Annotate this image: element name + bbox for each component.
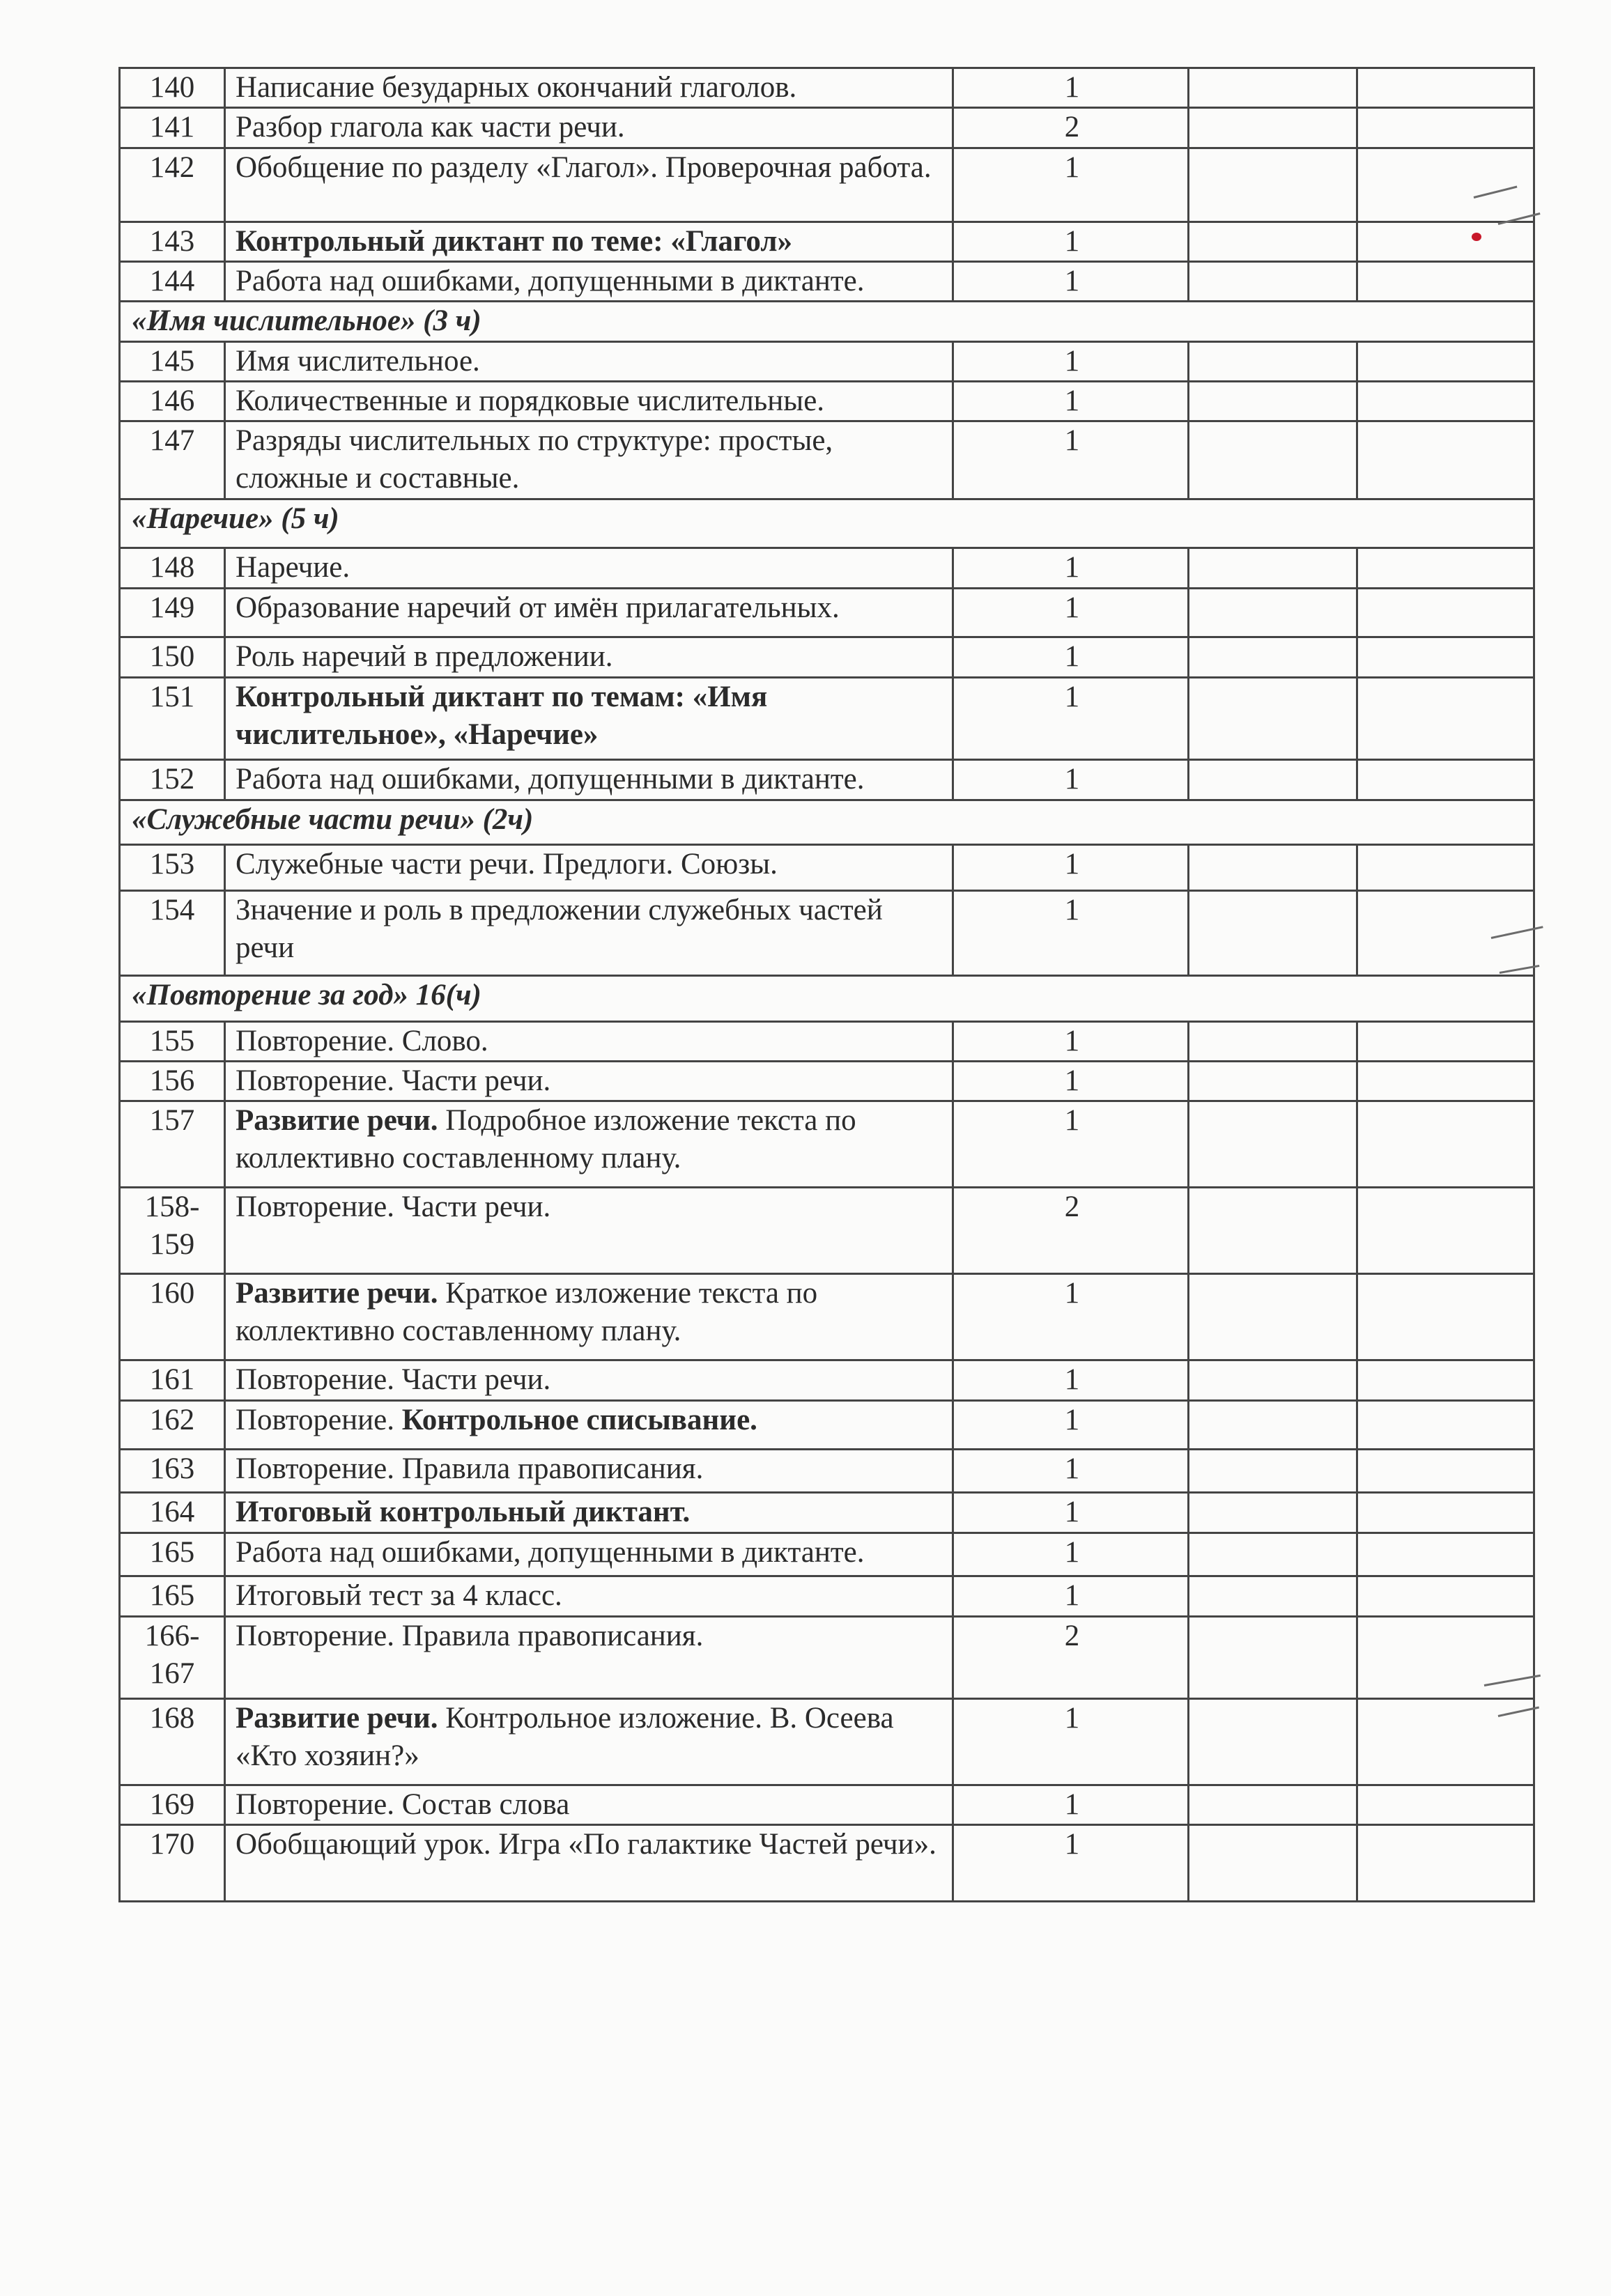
plan-date-cell xyxy=(1189,421,1357,499)
plan-date-cell xyxy=(1189,845,1357,891)
lesson-row xyxy=(120,548,1534,589)
lesson-row xyxy=(120,1401,1534,1450)
lesson-row xyxy=(120,589,1534,637)
fact-date-cell xyxy=(1357,1062,1534,1101)
lesson-row xyxy=(120,1062,1534,1101)
plan-date-cell xyxy=(1189,1699,1357,1785)
lesson-topic xyxy=(225,760,953,800)
plan-date-cell xyxy=(1189,108,1357,148)
lesson-topic xyxy=(225,891,953,976)
fact-date-cell xyxy=(1357,382,1534,421)
plan-date-cell xyxy=(1189,548,1357,589)
lesson-number: 161 xyxy=(120,1360,225,1401)
lesson-row xyxy=(120,421,1534,499)
lesson-hours: 1 xyxy=(953,382,1189,421)
lesson-number: 164 xyxy=(120,1493,225,1533)
lesson-topic xyxy=(225,1825,953,1902)
lesson-number: 170 xyxy=(120,1825,225,1902)
lesson-row xyxy=(120,68,1534,108)
plan-date-cell xyxy=(1189,1360,1357,1401)
fact-date-cell xyxy=(1357,1533,1534,1576)
plan-date-cell xyxy=(1189,1617,1357,1699)
fact-date-cell xyxy=(1357,1699,1534,1785)
section-title: «Наречие» (5 ч) xyxy=(120,499,1534,548)
lesson-topic xyxy=(225,678,953,760)
lesson-row xyxy=(120,108,1534,148)
fact-date-cell xyxy=(1357,1450,1534,1493)
section-title: «Служебные части речи» (2ч) xyxy=(120,800,1534,845)
lesson-hours: 1 xyxy=(953,1274,1189,1360)
lesson-topic-text: Подробное изложение текста по коллективно составленному плану. xyxy=(236,1104,856,1174)
lesson-topic-text: Разбор глагола как части речи. xyxy=(236,111,625,144)
lesson-topic-text: Итоговый тест за 4 класс. xyxy=(236,1579,562,1612)
plan-date-cell xyxy=(1189,382,1357,421)
lesson-topic xyxy=(225,342,953,382)
lesson-topic-text: Работа над ошибками, допущенными в диктанте. xyxy=(236,763,865,796)
lesson-topic-text: Написание безударных окончаний глаголов. xyxy=(236,71,797,104)
plan-date-cell xyxy=(1189,760,1357,800)
lesson-hours: 1 xyxy=(953,1360,1189,1401)
section-header-row xyxy=(120,976,1534,1022)
fact-date-cell xyxy=(1357,1022,1534,1062)
fact-date-cell xyxy=(1357,262,1534,302)
plan-date-cell xyxy=(1189,1785,1357,1825)
lesson-row xyxy=(120,1188,1534,1274)
lesson-topic xyxy=(225,222,953,262)
lesson-topic-text: Повторение. xyxy=(236,1404,402,1436)
lesson-topic-text: Количественные и порядковые числительные. xyxy=(236,385,825,417)
lesson-hours: 1 xyxy=(953,421,1189,499)
lesson-number: 168 xyxy=(120,1699,225,1785)
lesson-row xyxy=(120,1576,1534,1617)
lesson-topic xyxy=(225,1576,953,1617)
plan-date-cell xyxy=(1189,1188,1357,1274)
lesson-hours: 1 xyxy=(953,1785,1189,1825)
lesson-number: 143 xyxy=(120,222,225,262)
lesson-topic xyxy=(225,1401,953,1450)
lesson-number: 149 xyxy=(120,589,225,637)
plan-date-cell xyxy=(1189,222,1357,262)
lesson-number: 150 xyxy=(120,637,225,678)
lesson-topic-text: Служебные части речи. Предлоги. Союзы. xyxy=(236,848,778,881)
lesson-topic xyxy=(225,1493,953,1533)
lesson-topic-text: Работа над ошибками, допущенными в диктанте. xyxy=(236,1536,865,1569)
lesson-topic-text: Повторение. Правила правописания. xyxy=(236,1620,704,1652)
lesson-topic-text: Повторение. Части речи. xyxy=(236,1190,551,1223)
lesson-topic-text: Обобщающий урок. Игра «По галактике Частей речи». xyxy=(236,1828,936,1861)
fact-date-cell xyxy=(1357,1274,1534,1360)
lesson-row xyxy=(120,1022,1534,1062)
lesson-hours: 1 xyxy=(953,1493,1189,1533)
lesson-hours: 1 xyxy=(953,678,1189,760)
lesson-topic xyxy=(225,108,953,148)
fact-date-cell xyxy=(1357,108,1534,148)
fact-date-cell xyxy=(1357,1360,1534,1401)
lesson-topic xyxy=(225,637,953,678)
lesson-topic-text: Повторение. Части речи. xyxy=(236,1363,551,1396)
lesson-topic-bold-text: Итоговый контрольный диктант. xyxy=(236,1496,691,1528)
lesson-row xyxy=(120,262,1534,302)
lesson-number: 154 xyxy=(120,891,225,976)
lesson-hours: 1 xyxy=(953,1062,1189,1101)
lesson-row xyxy=(120,760,1534,800)
lesson-topic xyxy=(225,1101,953,1188)
fact-date-cell xyxy=(1357,1785,1534,1825)
lesson-topic-bold-text: Контрольный диктант по теме: «Глагол» xyxy=(236,225,792,258)
plan-date-cell xyxy=(1189,148,1357,222)
plan-date-cell xyxy=(1189,637,1357,678)
plan-date-cell xyxy=(1189,678,1357,760)
lesson-topic xyxy=(225,1062,953,1101)
lesson-topic-text: Образование наречий от имён прилагательных. xyxy=(236,591,840,624)
fact-date-cell xyxy=(1357,845,1534,891)
lesson-hours: 1 xyxy=(953,1101,1189,1188)
lesson-topic xyxy=(225,382,953,421)
lesson-topic xyxy=(225,1274,953,1360)
lesson-topic xyxy=(225,1022,953,1062)
lesson-hours: 1 xyxy=(953,68,1189,108)
fact-date-cell xyxy=(1357,589,1534,637)
plan-date-cell xyxy=(1189,1533,1357,1576)
lesson-hours: 1 xyxy=(953,342,1189,382)
plan-date-cell xyxy=(1189,1022,1357,1062)
lesson-number: 144 xyxy=(120,262,225,302)
lesson-row xyxy=(120,222,1534,262)
lesson-hours: 2 xyxy=(953,1617,1189,1699)
plan-date-cell xyxy=(1189,262,1357,302)
lesson-row xyxy=(120,1450,1534,1493)
lesson-row xyxy=(120,845,1534,891)
lesson-topic xyxy=(225,1450,953,1493)
lesson-hours: 1 xyxy=(953,1450,1189,1493)
plan-date-cell xyxy=(1189,1401,1357,1450)
lesson-hours: 1 xyxy=(953,891,1189,976)
fact-date-cell xyxy=(1357,68,1534,108)
lesson-row xyxy=(120,1360,1534,1401)
lesson-number: 162 xyxy=(120,1401,225,1450)
plan-date-cell xyxy=(1189,1274,1357,1360)
lesson-topic-text: Повторение. Состав слова xyxy=(236,1788,570,1821)
section-title: «Имя числительное» (3 ч) xyxy=(120,302,1534,342)
plan-date-cell xyxy=(1189,1101,1357,1188)
lesson-number: 169 xyxy=(120,1785,225,1825)
fact-date-cell xyxy=(1357,1825,1534,1902)
lesson-topic xyxy=(225,1188,953,1274)
lesson-topic xyxy=(225,1360,953,1401)
lesson-number: 140 xyxy=(120,68,225,108)
lesson-row xyxy=(120,1785,1534,1825)
lesson-row xyxy=(120,1825,1534,1902)
lesson-topic-text: Значение и роль в предложении служебных частей речи xyxy=(236,894,883,964)
lesson-number: 153 xyxy=(120,845,225,891)
lesson-number: 160 xyxy=(120,1274,225,1360)
red-ink-dot xyxy=(1472,233,1481,241)
lesson-hours: 2 xyxy=(953,108,1189,148)
lesson-number: 145 xyxy=(120,342,225,382)
lesson-topic-bold-text: Контрольный диктант по темам: «Имя числительное», «Наречие» xyxy=(236,681,768,751)
lesson-topic xyxy=(225,1617,953,1699)
lesson-hours: 1 xyxy=(953,222,1189,262)
lesson-row xyxy=(120,637,1534,678)
lesson-topic xyxy=(225,1785,953,1825)
lesson-number: 147 xyxy=(120,421,225,499)
section-title: «Повторение за год» 16(ч) xyxy=(120,976,1534,1022)
lesson-topic xyxy=(225,68,953,108)
section-header-row xyxy=(120,499,1534,548)
lesson-row xyxy=(120,1101,1534,1188)
section-header-row xyxy=(120,800,1534,845)
lesson-topic-text: Роль наречий в предложении. xyxy=(236,640,613,673)
lesson-number: 156 xyxy=(120,1062,225,1101)
lesson-hours: 1 xyxy=(953,845,1189,891)
lesson-topic xyxy=(225,1533,953,1576)
lesson-row xyxy=(120,148,1534,222)
lesson-topic-text: Имя числительное. xyxy=(236,345,480,378)
lesson-topic-text: Повторение. Правила правописания. xyxy=(236,1452,704,1485)
lesson-topic-text: Разряды числительных по структуре: простые, сложные и составные. xyxy=(236,424,833,495)
fact-date-cell xyxy=(1357,678,1534,760)
lesson-topic-text: Повторение. Слово. xyxy=(236,1025,488,1057)
fact-date-cell xyxy=(1357,1576,1534,1617)
lesson-topic-text: Повторение. Части речи. xyxy=(236,1064,551,1097)
lesson-plan-table xyxy=(118,67,1535,1902)
lesson-number: 148 xyxy=(120,548,225,589)
lesson-number: 142 xyxy=(120,148,225,222)
plan-date-cell xyxy=(1189,1062,1357,1101)
plan-date-cell xyxy=(1189,68,1357,108)
section-header-row xyxy=(120,302,1534,342)
lesson-row xyxy=(120,678,1534,760)
fact-date-cell xyxy=(1357,342,1534,382)
plan-date-cell xyxy=(1189,589,1357,637)
lesson-number: 163 xyxy=(120,1450,225,1493)
lesson-hours: 1 xyxy=(953,1699,1189,1785)
fact-date-cell xyxy=(1357,1493,1534,1533)
lesson-number: 157 xyxy=(120,1101,225,1188)
lesson-topic xyxy=(225,262,953,302)
lesson-hours: 1 xyxy=(953,1576,1189,1617)
lesson-topic xyxy=(225,845,953,891)
fact-date-cell xyxy=(1357,421,1534,499)
lesson-topic xyxy=(225,1699,953,1785)
lesson-row xyxy=(120,1493,1534,1533)
lesson-hours: 1 xyxy=(953,637,1189,678)
lesson-hours: 1 xyxy=(953,262,1189,302)
lesson-topic xyxy=(225,548,953,589)
lesson-row xyxy=(120,382,1534,421)
lesson-topic-text: Наречие. xyxy=(236,551,350,584)
lesson-topic-bold-text: Развитие речи. xyxy=(236,1702,438,1735)
fact-date-cell xyxy=(1357,1401,1534,1450)
fact-date-cell xyxy=(1357,1617,1534,1699)
lesson-number: 165 xyxy=(120,1533,225,1576)
fact-date-cell xyxy=(1357,148,1534,222)
lesson-topic xyxy=(225,148,953,222)
lesson-topic-bold-text: Контрольное списывание. xyxy=(401,1404,757,1436)
fact-date-cell xyxy=(1357,760,1534,800)
lesson-number: 158-159 xyxy=(120,1188,225,1274)
plan-date-cell xyxy=(1189,342,1357,382)
lesson-topic xyxy=(225,589,953,637)
lesson-hours: 1 xyxy=(953,1401,1189,1450)
lesson-hours: 1 xyxy=(953,548,1189,589)
lesson-topic-bold-text: Развитие речи. xyxy=(236,1104,438,1137)
lesson-topic-bold-text: Развитие речи. xyxy=(236,1277,438,1310)
lesson-row xyxy=(120,1699,1534,1785)
lesson-hours: 2 xyxy=(953,1188,1189,1274)
lesson-hours: 1 xyxy=(953,1825,1189,1902)
fact-date-cell xyxy=(1357,548,1534,589)
lesson-topic-text: Краткое изложение текста по коллективно составленному плану. xyxy=(236,1277,818,1347)
lesson-topic-text: Контрольное изложение. В. Осеева «Кто хозяин?» xyxy=(236,1702,894,1772)
lesson-number: 146 xyxy=(120,382,225,421)
plan-date-cell xyxy=(1189,1576,1357,1617)
lesson-row xyxy=(120,342,1534,382)
lesson-topic-text: Работа над ошибками, допущенными в диктанте. xyxy=(236,265,865,297)
fact-date-cell xyxy=(1357,637,1534,678)
lesson-topic-text: Обобщение по разделу «Глагол». Проверочная работа. xyxy=(236,151,932,184)
plan-date-cell xyxy=(1189,1825,1357,1902)
lesson-number: 151 xyxy=(120,678,225,760)
fact-date-cell xyxy=(1357,222,1534,262)
lesson-row xyxy=(120,891,1534,976)
lesson-hours: 1 xyxy=(953,589,1189,637)
lesson-hours: 1 xyxy=(953,148,1189,222)
lesson-number: 155 xyxy=(120,1022,225,1062)
lesson-number: 166-167 xyxy=(120,1617,225,1699)
plan-date-cell xyxy=(1189,891,1357,976)
lesson-hours: 1 xyxy=(953,1533,1189,1576)
plan-date-cell xyxy=(1189,1493,1357,1533)
lesson-row xyxy=(120,1617,1534,1699)
lesson-number: 165 xyxy=(120,1576,225,1617)
plan-date-cell xyxy=(1189,1450,1357,1493)
lesson-number: 152 xyxy=(120,760,225,800)
fact-date-cell xyxy=(1357,1101,1534,1188)
lesson-hours: 1 xyxy=(953,1022,1189,1062)
lesson-row xyxy=(120,1274,1534,1360)
lesson-topic xyxy=(225,421,953,499)
lesson-hours: 1 xyxy=(953,760,1189,800)
lesson-number: 141 xyxy=(120,108,225,148)
lesson-row xyxy=(120,1533,1534,1576)
fact-date-cell xyxy=(1357,1188,1534,1274)
